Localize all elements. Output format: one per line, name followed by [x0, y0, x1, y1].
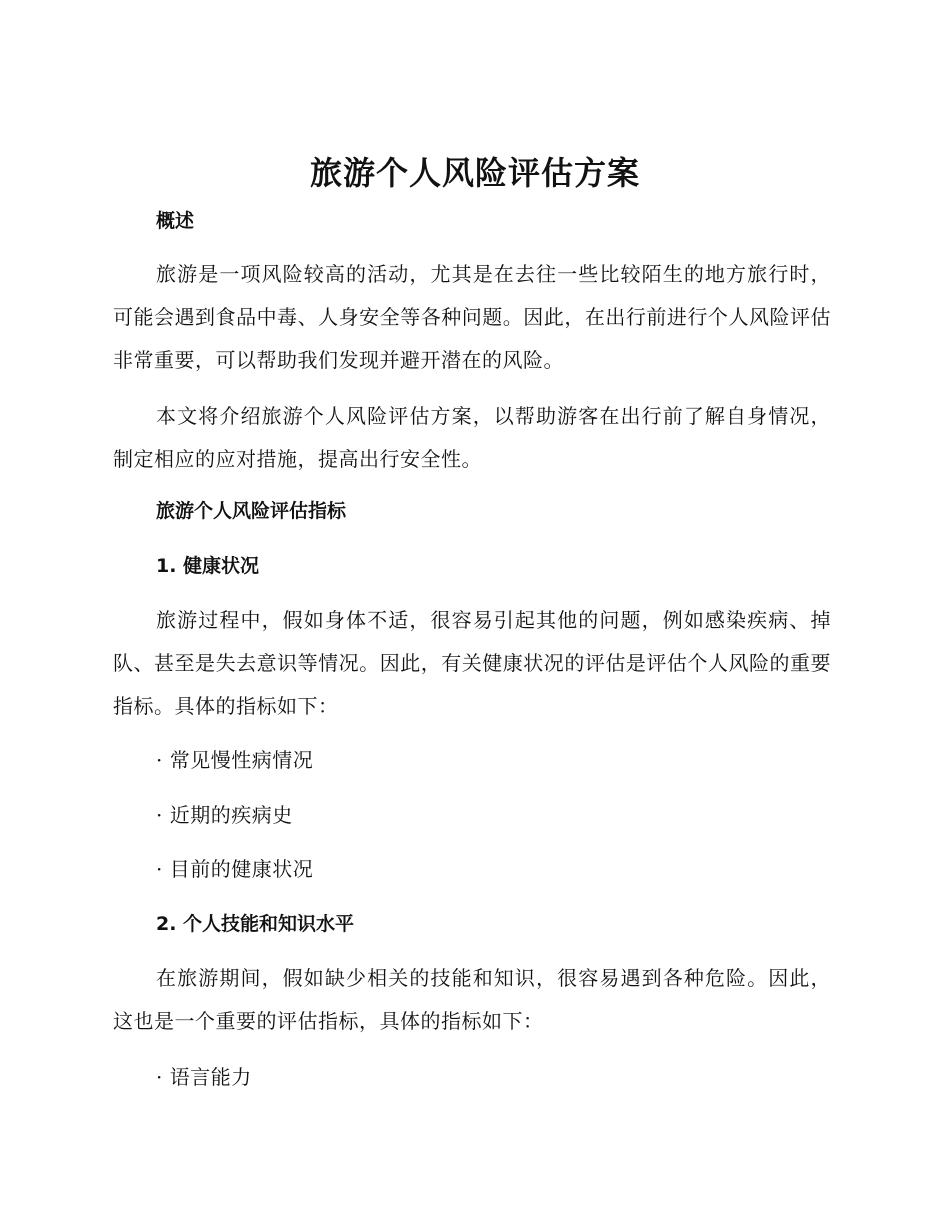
overview-paragraph-1: 旅游是一项风险较高的活动，尤其是在去往一些比较陌生的地方旅行时，可能会遇到食品中毒、人身安全等各种问题。因此，在出行前进行个人风险评估非常重要，可以帮助我们发现并避开潜在的风险。: [113, 262, 831, 372]
bullet-item-language: · 语言能力: [156, 1065, 252, 1089]
bullet-item-chronic-disease: · 常见慢性病情况: [156, 748, 314, 772]
section-heading-indicators: 旅游个人风险评估指标: [156, 500, 347, 522]
subsection-heading-skills: 2. 个人技能和知识水平: [156, 913, 355, 935]
bullet-item-current-health: · 目前的健康状况: [156, 857, 314, 881]
document-title: 旅游个人风险评估方案: [309, 154, 640, 192]
section-heading-overview: 概述: [156, 210, 195, 232]
health-paragraph: 旅游过程中，假如身体不适，很容易引起其他的问题，例如感染疾病、掉队、甚至是失去意识等情况。因此，有关健康状况的评估是评估个人风险的重要指标。具体的指标如下：: [113, 608, 831, 718]
overview-paragraph-2: 本文将介绍旅游个人风险评估方案，以帮助游客在出行前了解自身情况，制定相应的应对措施，提高出行安全性。: [113, 404, 831, 471]
skills-paragraph: 在旅游期间，假如缺少相关的技能和知识，很容易遇到各种危险。因此，这也是一个重要的评估指标，具体的指标如下：: [113, 966, 831, 1033]
bullet-item-recent-illness: · 近期的疾病史: [156, 803, 293, 827]
subsection-heading-health: 1. 健康状况: [156, 555, 260, 577]
